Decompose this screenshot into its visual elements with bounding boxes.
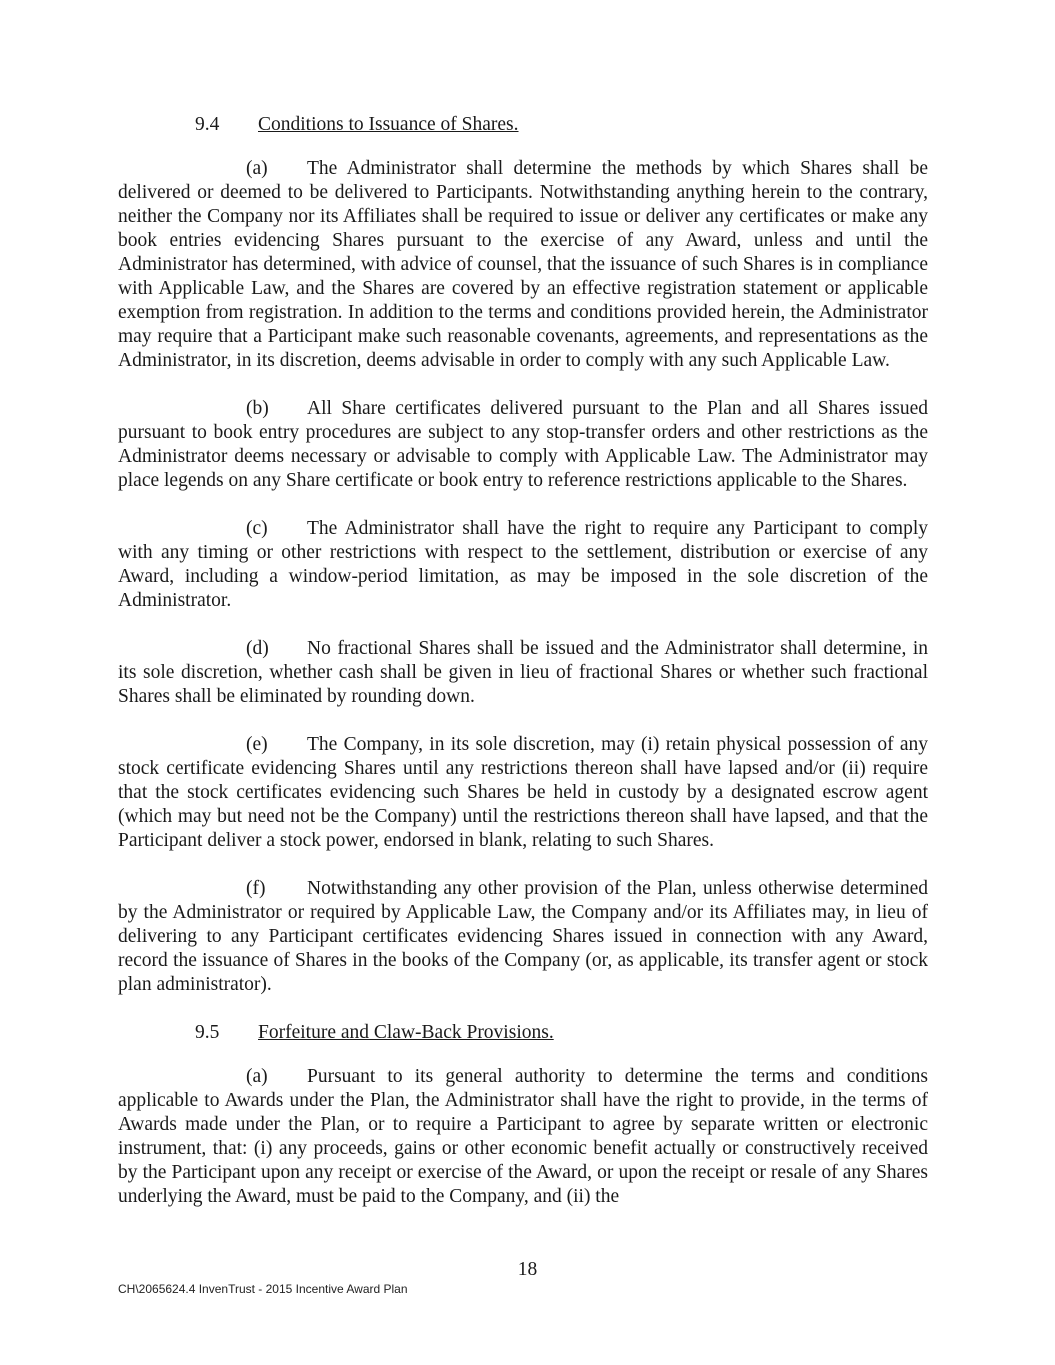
paragraph-text: Notwithstanding any other provision of the Plan, unless otherwise determined by the Administrator or required by Applicable Law, the Company and/or its Affiliates may, in lieu of delivering to any Participant certificates evidencing Shares issued in connection with any Award, record the issuance of Shares in the books of the Company (or, as applicable, its transfer agent or stock plan administrator).: [118, 878, 928, 995]
paragraph-text: The Company, in its sole discretion, may (i) retain physical possession of any stock certificate evidencing Shares until any restrictions thereon shall have lapsed and/or (ii) require that the stock certificates evidencing such Shares be held in custody by a designated escrow agent (which may but need not be the Company) until the restrictions thereon shall have lapsed, and that the Participant deliver a stock power, endorsed in blank, relating to such Shares.: [118, 734, 928, 851]
section-title: Conditions to Issuance of Shares.: [258, 114, 519, 135]
paragraph-9-5-a: [118, 1065, 928, 1209]
document-id: CH\2065624.4 InvenTrust - 2015 Incentive Award Plan: [118, 1282, 408, 1296]
paragraph-9-4-e: [118, 733, 928, 853]
paragraph-9-4-a: [118, 157, 928, 373]
section-number: 9.5: [195, 1022, 220, 1043]
paragraph-text: No fractional Shares shall be issued and the Administrator shall determine, in its sole discretion, whether cash shall be given in lieu of fractional Shares or whether such fractional Shares shall be eliminated by rounding down.: [118, 638, 928, 707]
paragraph-9-4-f: [118, 877, 928, 997]
paragraph-label: (a): [246, 1066, 268, 1087]
paragraph-text: Pursuant to its general authority to determine the terms and conditions applicable to Awards under the Plan, the Administrator shall have the right to provide, in the terms of Awards made under the Plan, or to require a Participant to agree by separate written or electronic instrument, that: (i) any proceeds, gains or other economic benefit actually or constructively received by the Participant upon any receipt or exercise of the Award, or upon the receipt or resale of any Shares underlying the Award, must be paid to the Company, and (ii) the: [118, 1066, 928, 1207]
paragraph-label: (a): [246, 158, 268, 179]
paragraph-label: (d): [246, 638, 269, 659]
paragraph-9-4-b: [118, 397, 928, 493]
paragraph-9-4-c: [118, 517, 928, 613]
paragraph-text: All Share certificates delivered pursuant to the Plan and all Shares issued pursuant to book entry procedures are subject to any stop-transfer orders and other restrictions as the Administrator deems necessary or advisable to comply with Applicable Law. The Administrator may place legends on any Share certificate or book entry to reference restrictions applicable to the Shares.: [118, 398, 928, 491]
paragraph-label: (e): [246, 734, 268, 755]
section-number: 9.4: [195, 114, 220, 135]
page-number: 18: [517, 1259, 538, 1280]
paragraph-label: (b): [246, 398, 269, 419]
paragraph-text: The Administrator shall determine the methods by which Shares shall be delivered or deemed to be delivered to Participants. Notwithstanding anything herein to the contrary, neither the Company nor its Affiliates shall be required to issue or deliver any certificates or make any book entries evidencing Shares pursuant to the exercise of any Award, unless and until the Administrator has determined, with advice of counsel, that the issuance of such Shares is in compliance with Applicable Law, and the Shares are covered by an effective registration statement or applicable exemption from registration. In addition to the terms and conditions provided herein, the Administrator may require that a Participant make such reasonable covenants, agreements, and representations as the Administrator, in its discretion, deems advisable in order to comply with any such Applicable Law.: [118, 158, 928, 371]
section-heading-9-5: [195, 1021, 928, 1045]
paragraph-label: (c): [246, 518, 268, 539]
section-heading-9-4: [195, 113, 928, 137]
paragraph-label: (f): [246, 878, 266, 899]
section-title: Forfeiture and Claw-Back Provisions.: [258, 1022, 554, 1043]
paragraph-9-4-d: [118, 637, 928, 709]
paragraph-text: The Administrator shall have the right to require any Participant to comply with any timing or other restrictions with respect to the settlement, distribution or exercise of any Award, including a window-period limitation, as may be imposed in the sole discretion of the Administrator.: [118, 518, 928, 611]
document-page: [118, 113, 928, 1233]
